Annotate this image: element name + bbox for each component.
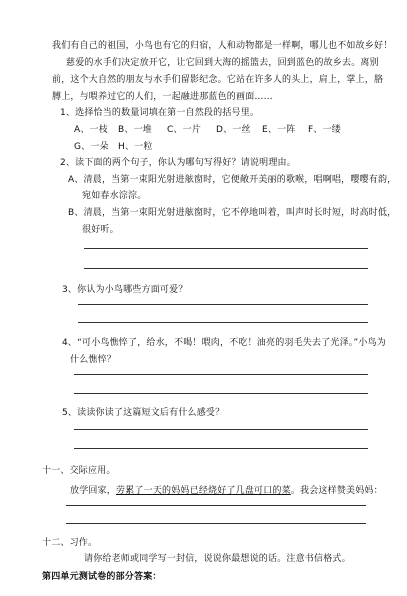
section-12-instruction: 请你给老师或同学写一封信，说说你最想说的话。注意书信格式。 <box>84 554 351 564</box>
q1-option: G、一朵 <box>74 142 109 152</box>
section-11-post: 。我会这样赞美妈妈： <box>290 486 383 496</box>
section-12-heading: 十二、习作。 <box>42 538 98 548</box>
question-1-prompt: 1、选择恰当的数量词填在第一自然段的括号里。 <box>60 108 260 118</box>
answer-line[interactable] <box>74 393 368 394</box>
q1-option: B、一堆 <box>118 125 152 135</box>
paragraph-line-3: 前，这个大自然的朋友与水手们留影纪念。它站在许多人的头上，肩上，掌上，胳 <box>52 75 384 85</box>
q1-option: H、一粒 <box>118 142 153 152</box>
q2-sentence-b-line-1: B、清晨，当第一束阳光射进舷窗时，它不停地叫着，叫声时长时短，时高时低， <box>68 208 397 218</box>
paragraph-line-2: 慈爱的水手们决定放开它，让它回到大海的摇篮去，回到蓝色的故乡去。离别 <box>66 58 379 68</box>
answer-line[interactable] <box>74 448 368 449</box>
answer-line[interactable] <box>78 304 368 305</box>
question-2-prompt: 2、读下面的两个句子，你认为哪句写得好？请说明理由。 <box>60 158 296 168</box>
question-4-line-1: 4、“可小鸟憔悴了，给水，不喝！喂肉，不吃！油亮的羽毛失去了光泽。”小鸟为 <box>62 338 386 348</box>
q2-sentence-b-line-2: 很好听。 <box>82 225 119 235</box>
paragraph-line-4: 膊上，与喂养过它的人们，一起融进那蓝色的画面…… <box>52 92 273 102</box>
q1-option: F、一缕 <box>308 125 341 135</box>
q1-option: C、一片 <box>167 125 202 135</box>
section-11-heading: 十一、交际应用。 <box>42 466 116 476</box>
answer-line[interactable] <box>84 248 368 249</box>
q2-sentence-a-line-2: 宛如春水淙淙。 <box>82 191 147 201</box>
section-11-underlined: 劳累了一天的妈妈已经烧好了几盘可口的菜 <box>116 486 291 496</box>
paragraph-line-1: 我们有自己的祖国，小鸟也有它的归宿，人和动物都是一样啊，哪儿也不如故乡好！ <box>52 41 393 51</box>
answer-line[interactable] <box>74 374 368 375</box>
q1-option: D、一丝 <box>216 125 251 135</box>
answer-line[interactable] <box>78 322 368 323</box>
answer-line[interactable] <box>74 429 368 430</box>
answer-line[interactable] <box>66 523 366 524</box>
answers-heading: 第四单元测试卷的部分答案： <box>42 572 162 582</box>
answer-line[interactable] <box>84 268 368 269</box>
section-11-pre: 放学回家， <box>70 486 117 496</box>
q2-sentence-a-line-1: A、清晨，当第一束阳光射进舷窗时，它便敞开美丽的歌喉，唱啊唱，嘤嘤有韵， <box>68 175 397 185</box>
question-4-line-2: 什么憔悴？ <box>70 355 117 365</box>
answer-line[interactable] <box>66 505 366 506</box>
q1-option: A、一枝 <box>74 125 108 135</box>
question-3-prompt: 3、你认为小鸟哪些方面可爱？ <box>62 285 188 295</box>
section-11-line <box>70 485 383 497</box>
q1-option: E、一阵 <box>262 125 296 135</box>
question-5-prompt: 5、读读你读了这篇短文后有什么感受？ <box>62 408 225 418</box>
